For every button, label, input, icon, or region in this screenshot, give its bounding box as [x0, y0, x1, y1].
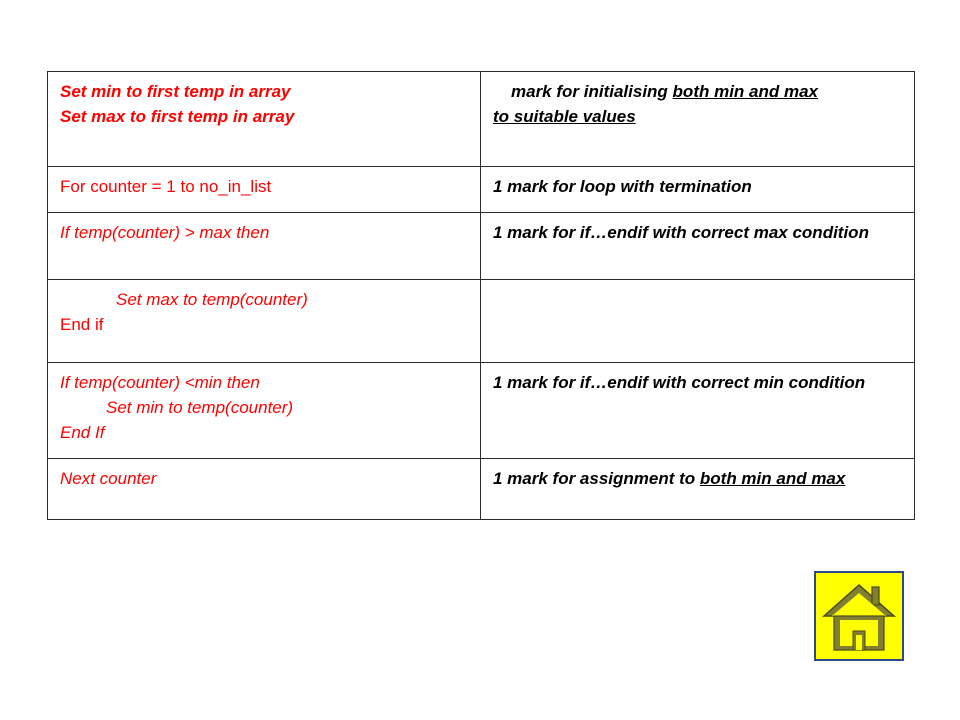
mark-cell — [481, 167, 915, 213]
pseudocode-cell — [48, 280, 481, 363]
pseudocode-cell — [48, 167, 481, 213]
mark-text-underlined: to suitable values — [493, 107, 636, 127]
mark-text: 1 mark for loop with termination — [493, 177, 752, 196]
code-line: Set max to temp(counter) — [116, 290, 308, 309]
mark-text-underlined: both min and max — [699, 469, 846, 488]
pseudocode-cell — [48, 363, 481, 459]
table-row — [48, 213, 915, 280]
mark-text: 1 mark for assignment to — [493, 469, 700, 488]
table-row — [48, 459, 915, 520]
home-button[interactable] — [814, 571, 904, 661]
table-row — [48, 167, 915, 213]
code-line: Set min to temp(counter) — [106, 398, 294, 418]
code-line: End If — [60, 423, 105, 443]
mark-cell — [481, 459, 915, 520]
mark-cell — [481, 363, 915, 459]
pseudocode-cell — [48, 213, 481, 280]
table-row — [48, 72, 915, 167]
pseudocode-cell — [48, 459, 481, 520]
home-icon — [816, 573, 902, 659]
pseudocode-cell — [48, 72, 481, 167]
table-row — [48, 363, 915, 459]
code-line: For counter = 1 to no_in_list — [60, 177, 272, 196]
mark-text: 1 mark for if…endif with correct min condition — [493, 373, 866, 392]
code-line: Next counter — [60, 469, 157, 488]
table-row — [48, 280, 915, 363]
mark-cell — [481, 213, 915, 280]
code-line: If temp(counter) > max then — [60, 223, 270, 242]
mark-cell — [481, 72, 915, 167]
code-line: Set max to first temp in array — [60, 107, 295, 127]
mark-cell — [481, 280, 915, 363]
code-line: Set min to first temp in array — [60, 82, 291, 101]
mark-text-underlined: both min and max — [672, 82, 819, 101]
code-line: End if — [60, 315, 104, 335]
code-line: If temp(counter) <min then — [60, 373, 260, 392]
mark-text: 1 mark for if…endif with correct max condition — [493, 223, 869, 242]
mark-scheme-table — [47, 71, 915, 520]
mark-text: mark for initialising — [511, 82, 673, 101]
